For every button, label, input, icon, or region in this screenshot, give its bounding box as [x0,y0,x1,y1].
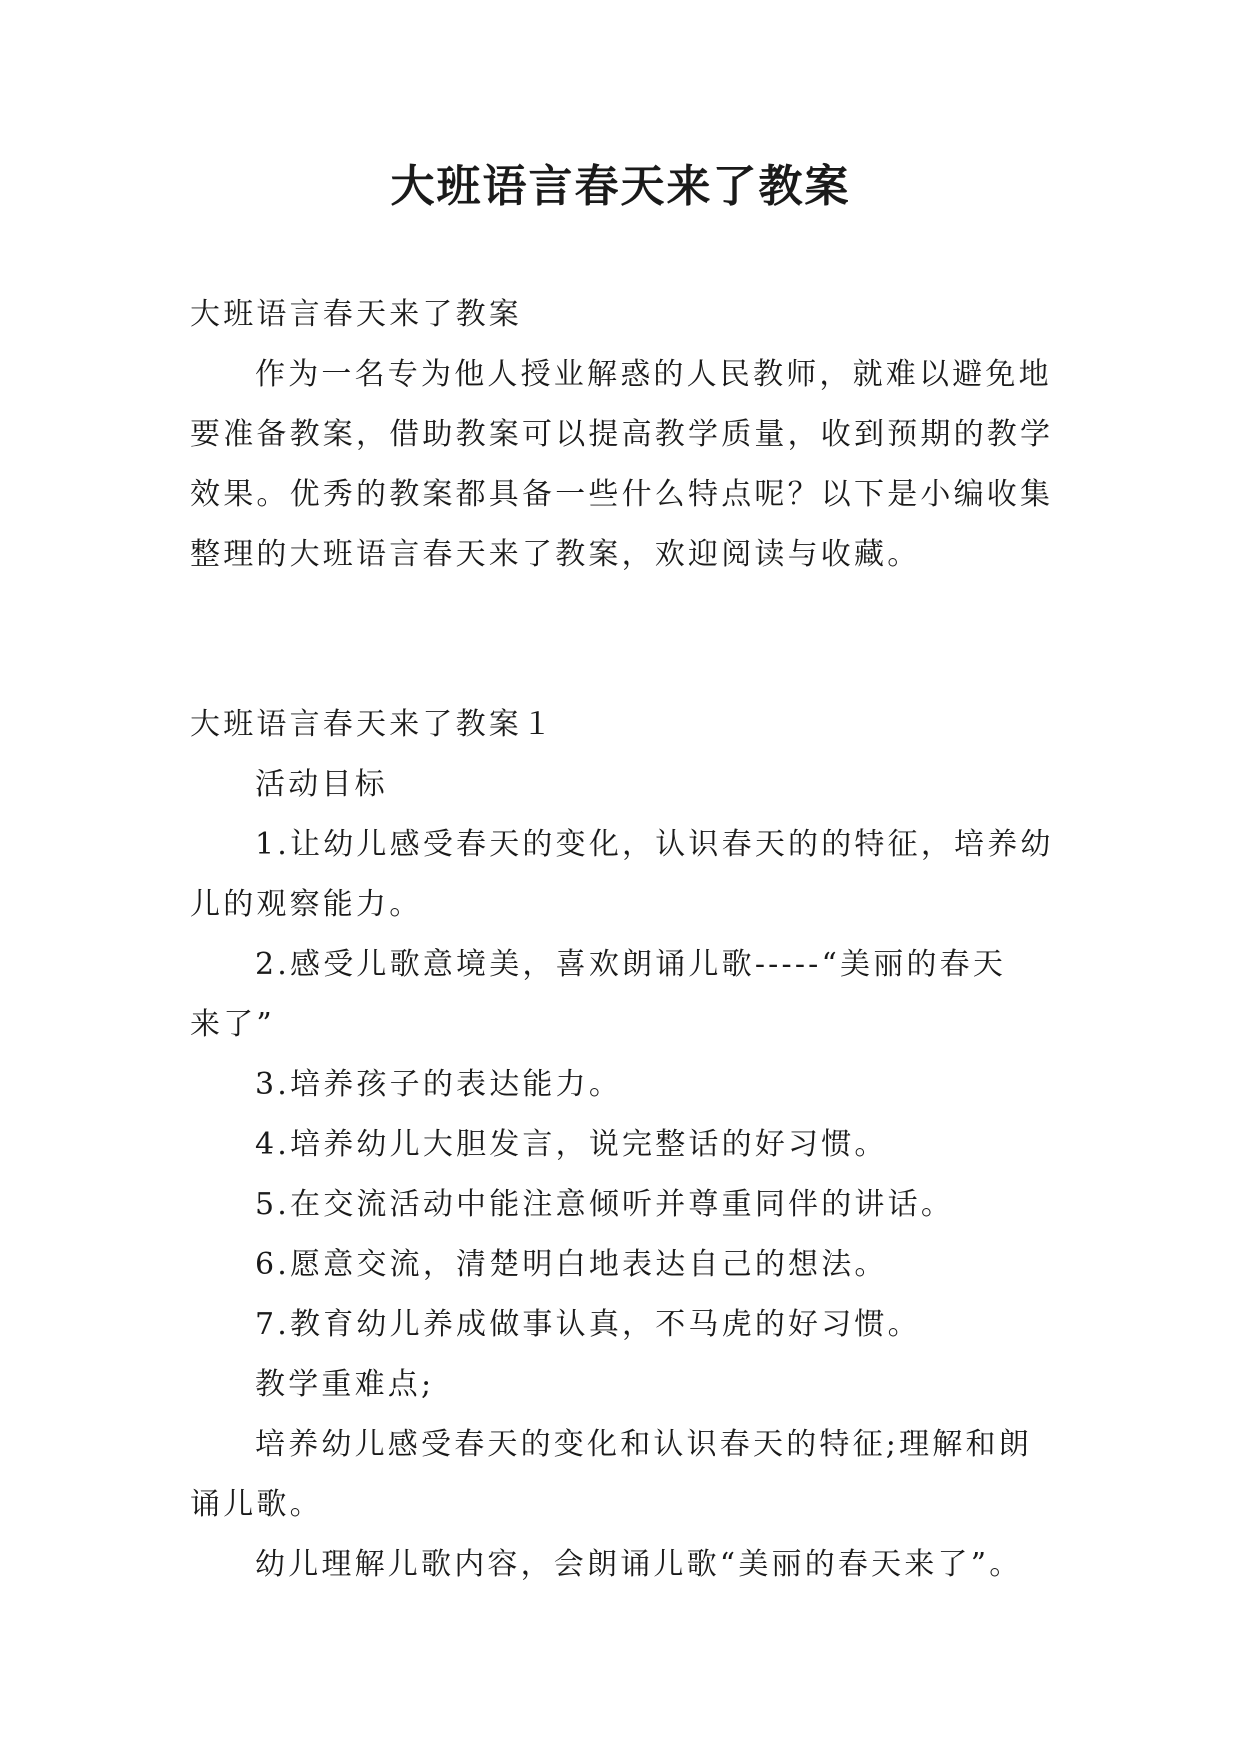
list-item: 6.愿意交流，清楚明白地表达自己的想法。 [255,1247,888,1282]
section-heading: 大班语言春天来了教案 [190,297,522,332]
paragraph-line: 要准备教案，借助教案可以提高教学质量，收到预期的教学 [190,417,1054,452]
subheading: 教学重难点; [255,1367,435,1402]
list-item: 4.培养幼儿大胆发言，说完整话的好习惯。 [255,1127,888,1162]
paragraph-line: 效果。优秀的教案都具备一些什么特点呢？以下是小编收集 [190,477,1054,512]
paragraph-line: 整理的大班语言春天来了教案，欢迎阅读与收藏。 [190,537,921,572]
document-title: 大班语言春天来了教案 [390,161,851,212]
list-item: 5.在交流活动中能注意倾听并尊重同伴的讲话。 [255,1187,955,1222]
paragraph-line: 作为一名专为他人授业解惑的人民教师，就难以避免地 [255,357,1052,392]
list-item-continuation: 儿的观察能力。 [190,887,423,922]
paragraph-line: 培养幼儿感受春天的变化和认识春天的特征;理解和朗 [255,1427,1032,1462]
list-item: 2.感受儿歌意境美，喜欢朗诵儿歌-----“美丽的春天 [255,947,1007,982]
paragraph-line: 诵儿歌。 [190,1487,323,1522]
section-heading: 大班语言春天来了教案１ [190,707,556,742]
list-item-continuation: 来了” [190,1007,275,1042]
paragraph-line: 幼儿理解儿歌内容，会朗诵儿歌“美丽的春天来了”。 [255,1547,1023,1582]
subheading: 活动目标 [255,767,388,802]
list-item: 7.教育幼儿养成做事认真，不马虎的好习惯。 [255,1307,921,1342]
list-item: 1.让幼儿感受春天的变化，认识春天的的特征，培养幼 [255,827,1054,862]
list-item: 3.培养孩子的表达能力。 [255,1067,623,1102]
